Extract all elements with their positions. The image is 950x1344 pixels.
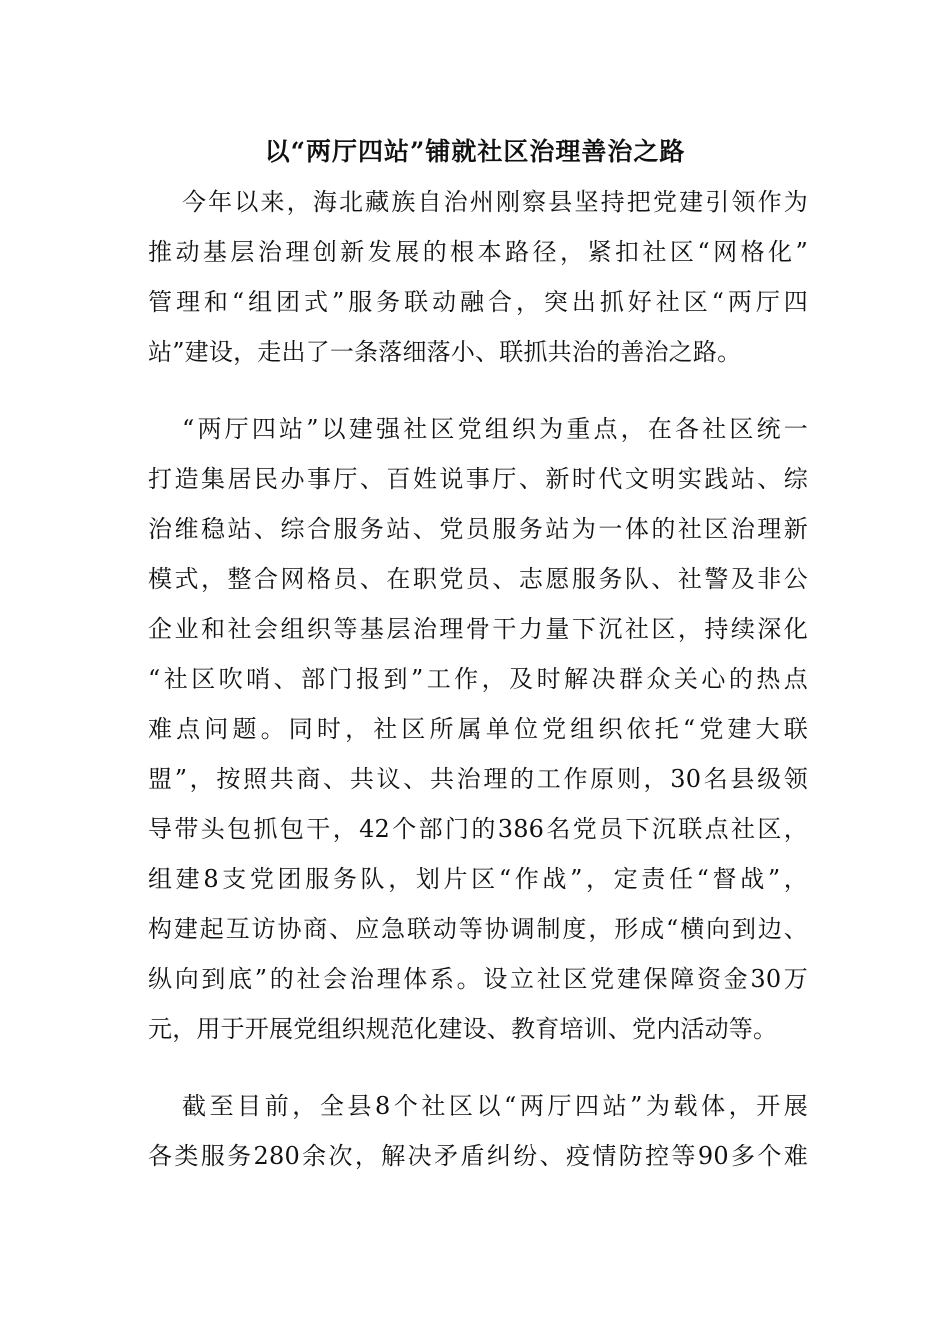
paragraph-2-line-13: 元，用于开展党组织规范化建设、教育培训、党内活动等。 bbox=[148, 1015, 778, 1043]
paragraph-2-line-5: 企业和社会组织等基层治理骨干力量下沉社区，持续深化 bbox=[148, 615, 808, 643]
paragraph-3-line-2: 各类服务280余次，解决矛盾纠纷、疫情防控等90多个难 bbox=[148, 1142, 808, 1170]
paragraph-2-line-7: 难点问题。同时，社区所属单位党组织依托“党建大联 bbox=[148, 715, 808, 743]
paragraph-3-line-1: 截至目前，全县8个社区以“两厅四站”为载体，开展 bbox=[182, 1092, 808, 1120]
paragraph-1-line-2: 推动基层治理创新发展的根本路径，紧扣社区“网格化” bbox=[148, 238, 808, 266]
paragraph-2-line-9: 导带头包抓包干，42个部门的386名党员下沉联点社区， bbox=[148, 815, 808, 843]
paragraph-2-line-12: 纵向到底”的社会治理体系。设立社区党建保障资金30万 bbox=[148, 965, 808, 993]
paragraph-2-line-1: “两厅四站”以建强社区党组织为重点，在各社区统一 bbox=[182, 415, 808, 443]
paragraph-2-line-3: 治维稳站、综合服务站、党员服务站为一体的社区治理新 bbox=[148, 515, 808, 543]
paragraph-1-line-1: 今年以来，海北藏族自治州刚察县坚持把党建引领作为 bbox=[182, 188, 808, 216]
paragraph-2-line-6: “社区吹哨、部门报到”工作，及时解决群众关心的热点 bbox=[148, 665, 808, 693]
paragraph-2-line-2: 打造集居民办事厅、百姓说事厅、新时代文明实践站、综 bbox=[148, 465, 808, 493]
paragraph-1-line-4: 站”建设，走出了一条落细落小、联抓共治的善治之路。 bbox=[148, 338, 742, 366]
paragraph-2-line-11: 构建起互访协商、应急联动等协调制度，形成“横向到边、 bbox=[148, 915, 808, 943]
paragraph-1-line-3: 管理和“组团式”服务联动融合，突出抓好社区“两厅四 bbox=[148, 288, 808, 316]
paragraph-2-line-10: 组建8支党团服务队，划片区“作战”，定责任“督战”， bbox=[148, 865, 808, 893]
paragraph-2-line-8: 盟”，按照共商、共议、共治理的工作原则，30名县级领 bbox=[148, 765, 808, 793]
paragraph-2-line-4: 模式，整合网格员、在职党员、志愿服务队、社警及非公 bbox=[148, 565, 808, 593]
document-title: 以“两厅四站”铺就社区治理善治之路 bbox=[264, 137, 686, 166]
